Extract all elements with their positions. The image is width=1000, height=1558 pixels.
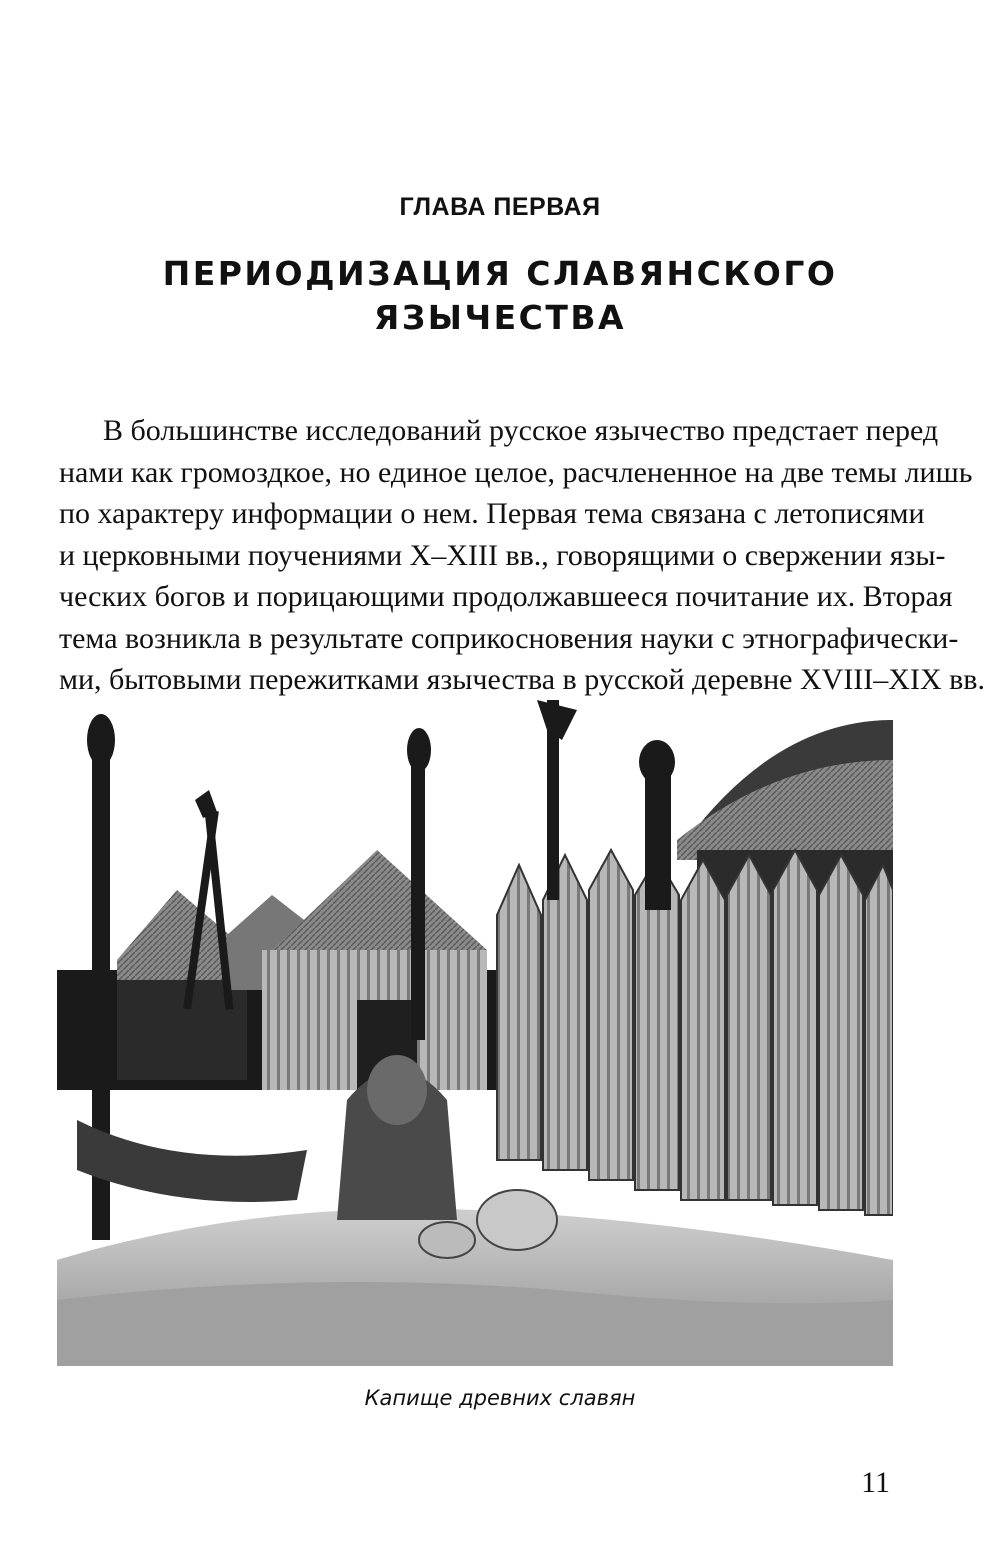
paragraph-line: В большинстве исследований русское язычество предстает перед <box>103 414 939 447</box>
chapter-label: ГЛАВА ПЕРВАЯ <box>399 193 601 221</box>
palisade-fence <box>497 850 893 1215</box>
paragraph-line: и церковными поучениями X–XIII вв., говорящими о свержении язы- <box>59 538 946 572</box>
chapter-title-line-2: ЯЗЫЧЕСТВА <box>373 298 627 337</box>
paragraph-line: тема возникла в результате соприкосновения науки с этнографически- <box>59 621 959 655</box>
paragraph-line: нами как громоздкое, но единое целое, расчлененное на две темы лишь <box>59 455 973 489</box>
body-paragraph <box>59 410 985 701</box>
chapter-title <box>0 252 1000 340</box>
chapter-title-line-1: ПЕРИОДИЗАЦИЯ СЛАВЯНСКОГО <box>162 254 838 293</box>
page-number: 11 <box>861 1466 890 1499</box>
figure-caption: Капище древних славян <box>364 1386 636 1410</box>
paragraph-line: ми, бытовыми пережитками язычества в русской деревне XVIII–XIX вв. <box>59 663 985 696</box>
paragraph-line: ческих богов и порицающими продолжавшееся почитание их. Вторая <box>59 580 953 613</box>
paragraph-line: по характеру информации о нем. Первая тема связана с летописями <box>59 497 925 530</box>
illustration-pagan-temple <box>57 700 893 1366</box>
